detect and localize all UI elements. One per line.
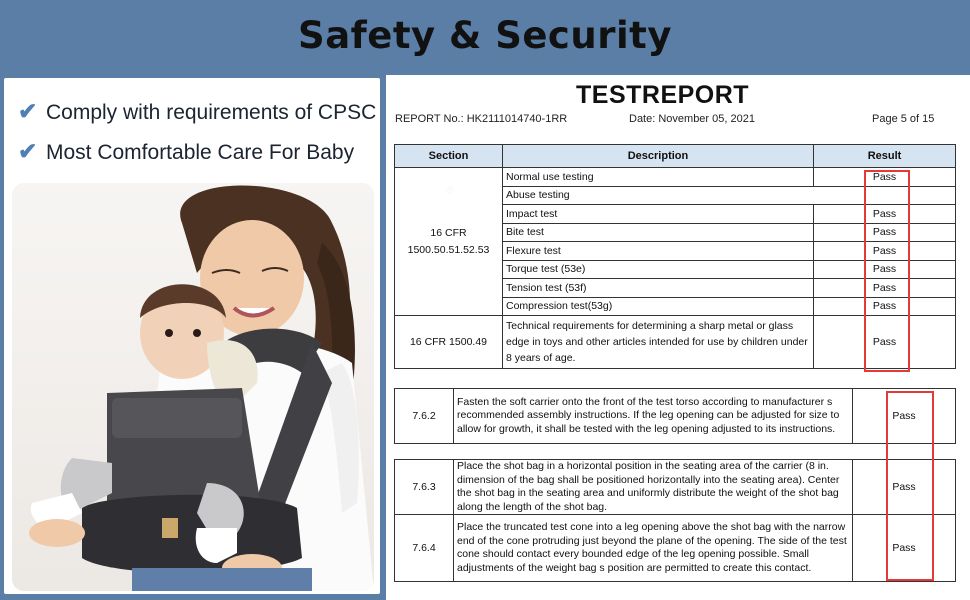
table-row <box>395 515 956 582</box>
pass-highlight-box <box>886 391 934 581</box>
description-cell: Normal use testing <box>503 168 814 187</box>
section-cell: 7.6.4 <box>395 515 454 582</box>
description-cell: Tension test (53f) <box>503 279 814 298</box>
check-icon: ✔ <box>18 98 38 124</box>
column-header: Section <box>395 145 503 168</box>
feature-label: Most Comfortable Care For Baby <box>46 141 355 164</box>
test-report-document <box>386 75 970 600</box>
result-cell: Pass <box>814 168 956 187</box>
check-icon: ✔ <box>18 138 38 164</box>
result-cell: Pass <box>814 242 956 261</box>
feature-item-cpsc <box>18 98 376 125</box>
result-cell: Pass <box>814 316 956 369</box>
report-number: REPORT No.: HK2111014740-1RR <box>395 113 568 125</box>
report-date: Date: November 05, 2021 <box>629 113 755 125</box>
result-cell: Pass <box>853 389 956 444</box>
section-cell: 7.6.2 <box>395 389 454 444</box>
description-cell: Bite test <box>503 223 814 242</box>
result-cell: Pass <box>814 205 956 224</box>
product-photo <box>12 183 374 591</box>
pass-highlight-box <box>864 170 910 372</box>
description-cell: Place the truncated test cone into a leg opening above the shot bag with the narrow end of the cone protruding just beyond the plane of the opening. The side of the test cone should contact every bounded edge of the leg opening possible. Small adjustments of the weight bag s position are permitted to create this contact. <box>454 515 853 582</box>
section-cell <box>395 168 503 316</box>
column-header: Result <box>814 145 956 168</box>
report-title: TESTREPORT <box>576 81 750 109</box>
assembly-test-table <box>394 388 956 444</box>
watermark: ◎ <box>444 183 456 197</box>
result-cell: Pass <box>814 223 956 242</box>
column-header: Description <box>503 145 814 168</box>
description-cell: Fasten the soft carrier onto the front of the test torso according to manufacturer s recommended assembly instructions. If the leg opening can be adjusted for size to allow for growth, it shall be tested with the leg opening adjusted to its instructions. <box>454 389 853 444</box>
result-cell: Pass <box>814 260 956 279</box>
description-cell: Torque test (53e) <box>503 260 814 279</box>
table-row <box>395 389 956 444</box>
features-panel <box>4 78 380 594</box>
feature-item-comfort <box>18 138 354 165</box>
result-cell: Pass <box>814 297 956 316</box>
description-cell: Impact test <box>503 205 814 224</box>
result-cell: Pass <box>853 460 956 515</box>
section-cell: 16 CFR 1500.49 <box>395 316 503 369</box>
description-cell: Place the shot bag in a horizontal position in the seating area of the carrier (8 in. dimension of the bag shall be positioned horizontally into the seating area). Center the shot bag in the seating area and uniformly distribute the weight of the shot bag along the length of the shot bag. <box>454 460 853 515</box>
description-cell: Compression test(53g) <box>503 297 814 316</box>
section-cell: 7.6.3 <box>395 460 454 515</box>
page-title: Safety & Security <box>298 14 672 57</box>
shot-bag-test-table <box>394 459 956 582</box>
feature-label: Comply with requirements of CPSC <box>46 101 377 124</box>
header-banner <box>0 0 970 75</box>
baby-carrier-illustration <box>12 183 374 591</box>
table-row <box>395 460 956 515</box>
result-cell: Pass <box>853 515 956 582</box>
table-header-row <box>395 145 956 168</box>
page-indicator: Page 5 of 15 <box>872 113 935 125</box>
section-code: 16 CFR 1500.50.51.52.53 <box>407 226 490 256</box>
result-cell: Pass <box>814 279 956 298</box>
description-cell: Technical requirements for determining a sharp metal or glass edge in toys and other articles intended for use by children under 8 years of age. <box>503 316 814 369</box>
description-cell: Flexure test <box>503 242 814 261</box>
description-cell: Abuse testing <box>503 186 956 205</box>
